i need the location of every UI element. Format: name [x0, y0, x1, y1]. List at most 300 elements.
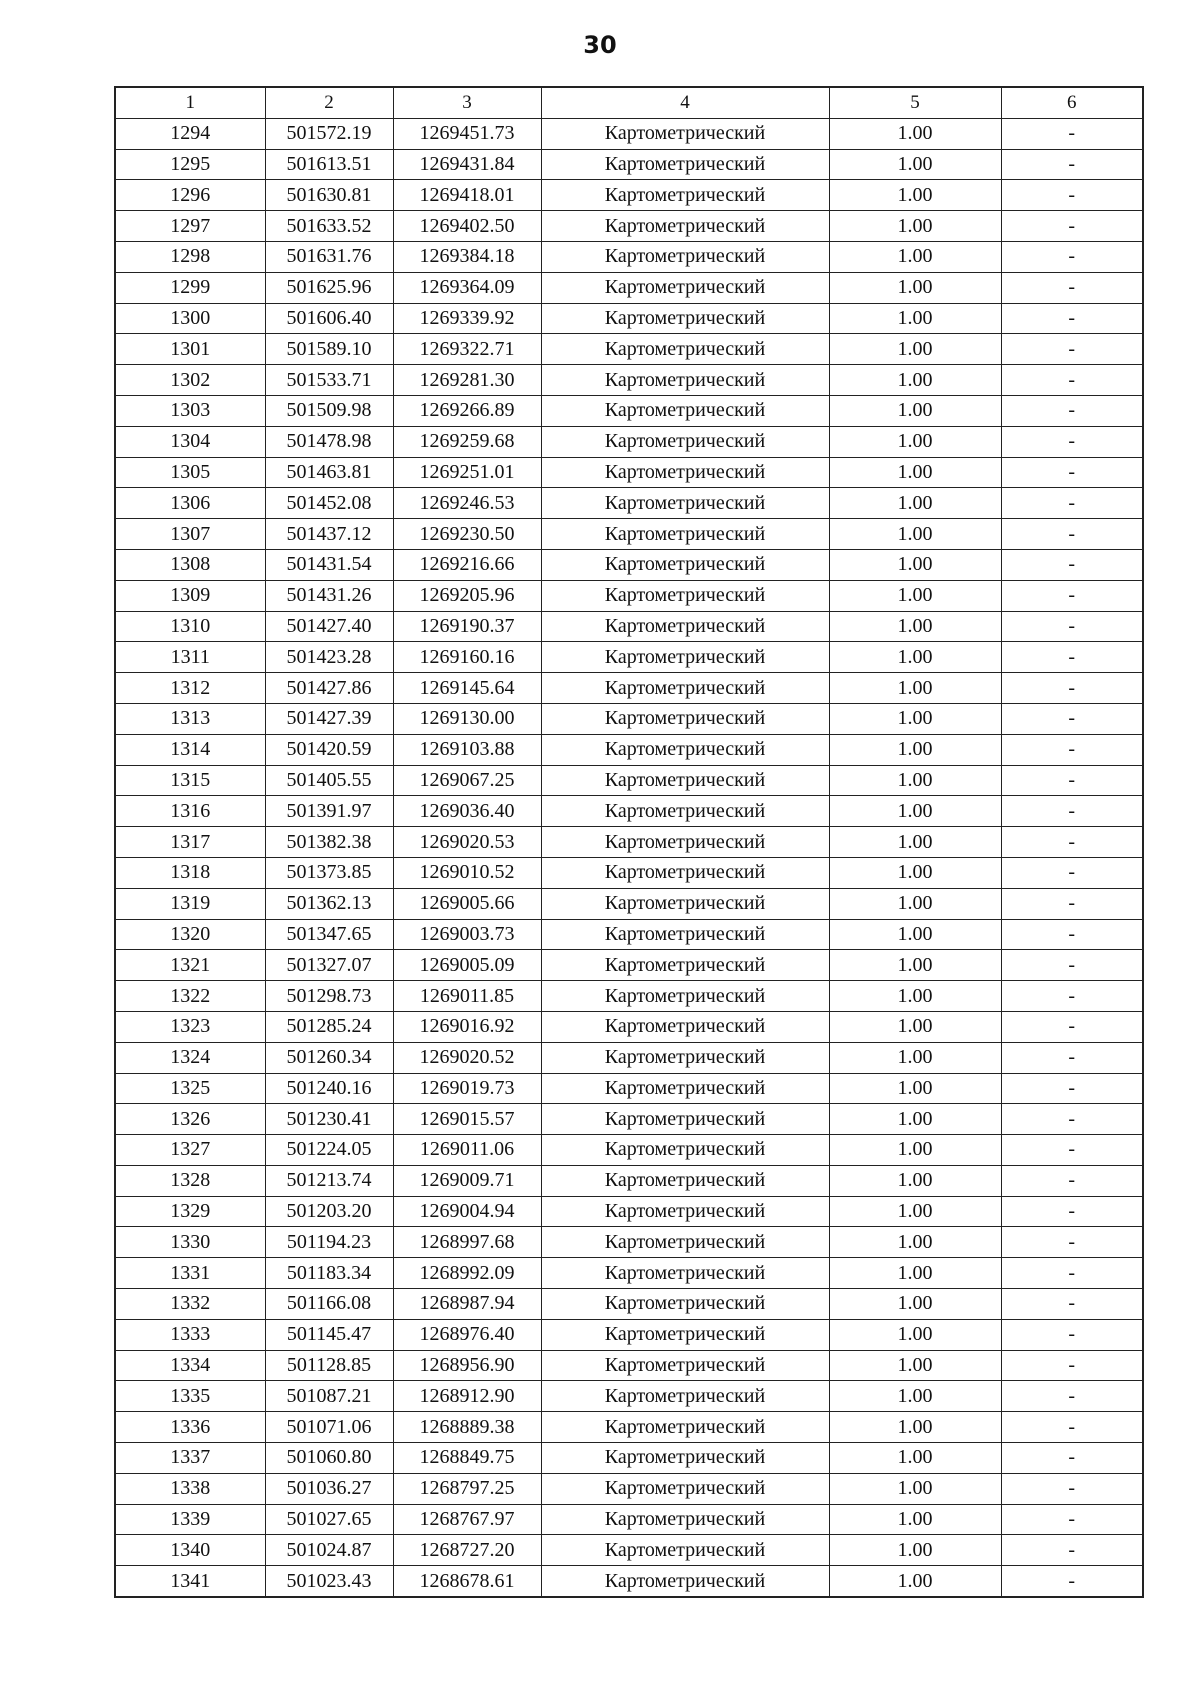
table-row: [115, 1227, 1143, 1258]
x-coordinate-cell: 501347.65: [265, 919, 393, 950]
table-row: [115, 827, 1143, 858]
accuracy-cell: 1.00: [829, 1443, 1001, 1474]
accuracy-cell: 1.00: [829, 1227, 1001, 1258]
accuracy-cell: 1.00: [829, 1165, 1001, 1196]
accuracy-cell: 1.00: [829, 1135, 1001, 1166]
description-cell: -: [1001, 611, 1143, 642]
y-coordinate-cell: 1269259.68: [393, 426, 541, 457]
y-coordinate-cell: 1268797.25: [393, 1473, 541, 1504]
point-number-cell: 1341: [115, 1566, 265, 1597]
y-coordinate-cell: 1269160.16: [393, 642, 541, 673]
description-cell: -: [1001, 272, 1143, 303]
description-cell: -: [1001, 1473, 1143, 1504]
y-coordinate-cell: 1268849.75: [393, 1443, 541, 1474]
x-coordinate-cell: 501240.16: [265, 1073, 393, 1104]
point-number-cell: 1297: [115, 211, 265, 242]
x-coordinate-cell: 501183.34: [265, 1258, 393, 1289]
description-cell: -: [1001, 1196, 1143, 1227]
table-row: [115, 1073, 1143, 1104]
column-header: 5: [829, 87, 1001, 118]
accuracy-cell: 1.00: [829, 796, 1001, 827]
method-cell: Картометрический: [541, 118, 829, 149]
table-row: [115, 796, 1143, 827]
method-cell: Картометрический: [541, 580, 829, 611]
point-number-cell: 1336: [115, 1412, 265, 1443]
table-row: [115, 395, 1143, 426]
point-number-cell: 1335: [115, 1381, 265, 1412]
point-number-cell: 1323: [115, 1011, 265, 1042]
table-row: [115, 488, 1143, 519]
y-coordinate-cell: 1269103.88: [393, 734, 541, 765]
point-number-cell: 1317: [115, 827, 265, 858]
description-cell: -: [1001, 1412, 1143, 1443]
table-row: [115, 549, 1143, 580]
table-row: [115, 457, 1143, 488]
y-coordinate-cell: 1269251.01: [393, 457, 541, 488]
accuracy-cell: 1.00: [829, 703, 1001, 734]
y-coordinate-cell: 1268727.20: [393, 1535, 541, 1566]
table-row: [115, 1104, 1143, 1135]
x-coordinate-cell: 501071.06: [265, 1412, 393, 1443]
point-number-cell: 1331: [115, 1258, 265, 1289]
description-cell: -: [1001, 426, 1143, 457]
x-coordinate-cell: 501431.26: [265, 580, 393, 611]
x-coordinate-cell: 501427.40: [265, 611, 393, 642]
accuracy-cell: 1.00: [829, 519, 1001, 550]
column-header: 1: [115, 87, 265, 118]
description-cell: -: [1001, 827, 1143, 858]
point-number-cell: 1306: [115, 488, 265, 519]
method-cell: Картометрический: [541, 549, 829, 580]
description-cell: -: [1001, 180, 1143, 211]
method-cell: Картометрический: [541, 1412, 829, 1443]
method-cell: Картометрический: [541, 765, 829, 796]
method-cell: Картометрический: [541, 457, 829, 488]
description-cell: -: [1001, 549, 1143, 580]
method-cell: Картометрический: [541, 1135, 829, 1166]
method-cell: Картометрический: [541, 703, 829, 734]
description-cell: -: [1001, 1135, 1143, 1166]
description-cell: -: [1001, 149, 1143, 180]
y-coordinate-cell: 1269402.50: [393, 211, 541, 242]
method-cell: Картометрический: [541, 334, 829, 365]
table-row: [115, 1535, 1143, 1566]
point-number-cell: 1302: [115, 365, 265, 396]
point-number-cell: 1327: [115, 1135, 265, 1166]
description-cell: -: [1001, 457, 1143, 488]
y-coordinate-cell: 1269266.89: [393, 395, 541, 426]
description-cell: -: [1001, 334, 1143, 365]
table-row: [115, 1196, 1143, 1227]
table-row: [115, 1473, 1143, 1504]
description-cell: -: [1001, 488, 1143, 519]
point-number-cell: 1296: [115, 180, 265, 211]
x-coordinate-cell: 501166.08: [265, 1289, 393, 1320]
method-cell: Картометрический: [541, 1073, 829, 1104]
y-coordinate-cell: 1269020.52: [393, 1042, 541, 1073]
y-coordinate-cell: 1269020.53: [393, 827, 541, 858]
point-number-cell: 1308: [115, 549, 265, 580]
accuracy-cell: 1.00: [829, 1473, 1001, 1504]
point-number-cell: 1314: [115, 734, 265, 765]
x-coordinate-cell: 501298.73: [265, 981, 393, 1012]
x-coordinate-cell: 501405.55: [265, 765, 393, 796]
method-cell: Картометрический: [541, 919, 829, 950]
point-number-cell: 1300: [115, 303, 265, 334]
method-cell: Картометрический: [541, 1165, 829, 1196]
description-cell: -: [1001, 1381, 1143, 1412]
description-cell: -: [1001, 642, 1143, 673]
method-cell: Картометрический: [541, 981, 829, 1012]
accuracy-cell: 1.00: [829, 1319, 1001, 1350]
description-cell: -: [1001, 1289, 1143, 1320]
table-row: [115, 149, 1143, 180]
y-coordinate-cell: 1269015.57: [393, 1104, 541, 1135]
method-cell: Картометрический: [541, 1535, 829, 1566]
table-row: [115, 334, 1143, 365]
description-cell: -: [1001, 211, 1143, 242]
accuracy-cell: 1.00: [829, 334, 1001, 365]
point-number-cell: 1338: [115, 1473, 265, 1504]
y-coordinate-cell: 1269418.01: [393, 180, 541, 211]
y-coordinate-cell: 1269230.50: [393, 519, 541, 550]
point-number-cell: 1324: [115, 1042, 265, 1073]
method-cell: Картометрический: [541, 303, 829, 334]
method-cell: Картометрический: [541, 827, 829, 858]
description-cell: -: [1001, 1319, 1143, 1350]
point-number-cell: 1313: [115, 703, 265, 734]
x-coordinate-cell: 501373.85: [265, 857, 393, 888]
y-coordinate-cell: 1269339.92: [393, 303, 541, 334]
x-coordinate-cell: 501509.98: [265, 395, 393, 426]
table-row: [115, 1350, 1143, 1381]
accuracy-cell: 1.00: [829, 395, 1001, 426]
x-coordinate-cell: 501613.51: [265, 149, 393, 180]
y-coordinate-cell: 1269364.09: [393, 272, 541, 303]
method-cell: Картометрический: [541, 857, 829, 888]
y-coordinate-cell: 1269016.92: [393, 1011, 541, 1042]
accuracy-cell: 1.00: [829, 426, 1001, 457]
table-row: [115, 1011, 1143, 1042]
table-header-row: [115, 87, 1143, 118]
table-row: [115, 365, 1143, 396]
table-row: [115, 888, 1143, 919]
y-coordinate-cell: 1268997.68: [393, 1227, 541, 1258]
x-coordinate-cell: 501128.85: [265, 1350, 393, 1381]
point-number-cell: 1315: [115, 765, 265, 796]
method-cell: Картометрический: [541, 1566, 829, 1597]
description-cell: -: [1001, 1042, 1143, 1073]
point-number-cell: 1330: [115, 1227, 265, 1258]
description-cell: -: [1001, 1227, 1143, 1258]
x-coordinate-cell: 501437.12: [265, 519, 393, 550]
point-number-cell: 1334: [115, 1350, 265, 1381]
y-coordinate-cell: 1269036.40: [393, 796, 541, 827]
table-row: [115, 919, 1143, 950]
table-body: [115, 118, 1143, 1597]
x-coordinate-cell: 501589.10: [265, 334, 393, 365]
accuracy-cell: 1.00: [829, 1381, 1001, 1412]
point-number-cell: 1298: [115, 241, 265, 272]
y-coordinate-cell: 1269205.96: [393, 580, 541, 611]
table-row: [115, 1042, 1143, 1073]
method-cell: Картометрический: [541, 950, 829, 981]
description-cell: -: [1001, 1073, 1143, 1104]
x-coordinate-cell: 501145.47: [265, 1319, 393, 1350]
table-row: [115, 1135, 1143, 1166]
table-row: [115, 642, 1143, 673]
method-cell: Картометрический: [541, 488, 829, 519]
accuracy-cell: 1.00: [829, 734, 1001, 765]
point-number-cell: 1295: [115, 149, 265, 180]
x-coordinate-cell: 501423.28: [265, 642, 393, 673]
description-cell: -: [1001, 1165, 1143, 1196]
description-cell: -: [1001, 1258, 1143, 1289]
x-coordinate-cell: 501478.98: [265, 426, 393, 457]
y-coordinate-cell: 1269130.00: [393, 703, 541, 734]
table-row: [115, 981, 1143, 1012]
method-cell: Картометрический: [541, 241, 829, 272]
table-row: [115, 857, 1143, 888]
y-coordinate-cell: 1269010.52: [393, 857, 541, 888]
method-cell: Картометрический: [541, 673, 829, 704]
method-cell: Картометрический: [541, 888, 829, 919]
x-coordinate-cell: 501452.08: [265, 488, 393, 519]
method-cell: Картометрический: [541, 734, 829, 765]
accuracy-cell: 1.00: [829, 642, 1001, 673]
x-coordinate-cell: 501023.43: [265, 1566, 393, 1597]
y-coordinate-cell: 1268976.40: [393, 1319, 541, 1350]
x-coordinate-cell: 501194.23: [265, 1227, 393, 1258]
method-cell: Картометрический: [541, 519, 829, 550]
point-number-cell: 1301: [115, 334, 265, 365]
table-row: [115, 1258, 1143, 1289]
table-row: [115, 1443, 1143, 1474]
table-row: [115, 118, 1143, 149]
accuracy-cell: 1.00: [829, 1196, 1001, 1227]
x-coordinate-cell: 501572.19: [265, 118, 393, 149]
table-row: [115, 241, 1143, 272]
method-cell: Картометрический: [541, 1042, 829, 1073]
table-row: [115, 1319, 1143, 1350]
x-coordinate-cell: 501213.74: [265, 1165, 393, 1196]
accuracy-cell: 1.00: [829, 857, 1001, 888]
y-coordinate-cell: 1268912.90: [393, 1381, 541, 1412]
method-cell: Картометрический: [541, 272, 829, 303]
table-row: [115, 734, 1143, 765]
method-cell: Картометрический: [541, 365, 829, 396]
accuracy-cell: 1.00: [829, 365, 1001, 396]
x-coordinate-cell: 501362.13: [265, 888, 393, 919]
description-cell: -: [1001, 395, 1143, 426]
accuracy-cell: 1.00: [829, 549, 1001, 580]
table-row: [115, 426, 1143, 457]
point-number-cell: 1316: [115, 796, 265, 827]
x-coordinate-cell: 501024.87: [265, 1535, 393, 1566]
x-coordinate-cell: 501285.24: [265, 1011, 393, 1042]
accuracy-cell: 1.00: [829, 1258, 1001, 1289]
y-coordinate-cell: 1269004.94: [393, 1196, 541, 1227]
description-cell: -: [1001, 981, 1143, 1012]
point-number-cell: 1304: [115, 426, 265, 457]
x-coordinate-cell: 501036.27: [265, 1473, 393, 1504]
method-cell: Картометрический: [541, 395, 829, 426]
x-coordinate-cell: 501631.76: [265, 241, 393, 272]
x-coordinate-cell: 501420.59: [265, 734, 393, 765]
table-row: [115, 211, 1143, 242]
point-number-cell: 1299: [115, 272, 265, 303]
x-coordinate-cell: 501427.86: [265, 673, 393, 704]
method-cell: Картометрический: [541, 180, 829, 211]
method-cell: Картометрический: [541, 1258, 829, 1289]
table-row: [115, 765, 1143, 796]
accuracy-cell: 1.00: [829, 888, 1001, 919]
point-number-cell: 1337: [115, 1443, 265, 1474]
description-cell: -: [1001, 888, 1143, 919]
accuracy-cell: 1.00: [829, 611, 1001, 642]
accuracy-cell: 1.00: [829, 919, 1001, 950]
coordinates-table: [114, 86, 1144, 1598]
description-cell: -: [1001, 1566, 1143, 1597]
accuracy-cell: 1.00: [829, 765, 1001, 796]
accuracy-cell: 1.00: [829, 211, 1001, 242]
description-cell: -: [1001, 1011, 1143, 1042]
table-row: [115, 1381, 1143, 1412]
point-number-cell: 1294: [115, 118, 265, 149]
y-coordinate-cell: 1269384.18: [393, 241, 541, 272]
point-number-cell: 1309: [115, 580, 265, 611]
description-cell: -: [1001, 1535, 1143, 1566]
x-coordinate-cell: 501633.52: [265, 211, 393, 242]
x-coordinate-cell: 501203.20: [265, 1196, 393, 1227]
description-cell: -: [1001, 703, 1143, 734]
point-number-cell: 1339: [115, 1504, 265, 1535]
accuracy-cell: 1.00: [829, 950, 1001, 981]
method-cell: Картометрический: [541, 1350, 829, 1381]
point-number-cell: 1329: [115, 1196, 265, 1227]
column-header: 2: [265, 87, 393, 118]
description-cell: -: [1001, 365, 1143, 396]
method-cell: Картометрический: [541, 1227, 829, 1258]
method-cell: Картометрический: [541, 1196, 829, 1227]
table-row: [115, 611, 1143, 642]
x-coordinate-cell: 501427.39: [265, 703, 393, 734]
accuracy-cell: 1.00: [829, 118, 1001, 149]
y-coordinate-cell: 1268678.61: [393, 1566, 541, 1597]
accuracy-cell: 1.00: [829, 1412, 1001, 1443]
y-coordinate-cell: 1269281.30: [393, 365, 541, 396]
table-row: [115, 519, 1143, 550]
table-row: [115, 180, 1143, 211]
accuracy-cell: 1.00: [829, 1104, 1001, 1135]
x-coordinate-cell: 501606.40: [265, 303, 393, 334]
table-row: [115, 703, 1143, 734]
point-number-cell: 1332: [115, 1289, 265, 1320]
y-coordinate-cell: 1268889.38: [393, 1412, 541, 1443]
y-coordinate-cell: 1269246.53: [393, 488, 541, 519]
method-cell: Картометрический: [541, 1319, 829, 1350]
point-number-cell: 1319: [115, 888, 265, 919]
description-cell: -: [1001, 519, 1143, 550]
x-coordinate-cell: 501431.54: [265, 549, 393, 580]
table-row: [115, 272, 1143, 303]
accuracy-cell: 1.00: [829, 180, 1001, 211]
accuracy-cell: 1.00: [829, 1350, 1001, 1381]
method-cell: Картометрический: [541, 1473, 829, 1504]
description-cell: -: [1001, 765, 1143, 796]
y-coordinate-cell: 1269216.66: [393, 549, 541, 580]
method-cell: Картометрический: [541, 1289, 829, 1320]
description-cell: -: [1001, 1104, 1143, 1135]
y-coordinate-cell: 1269431.84: [393, 149, 541, 180]
x-coordinate-cell: 501533.71: [265, 365, 393, 396]
accuracy-cell: 1.00: [829, 303, 1001, 334]
method-cell: Картометрический: [541, 211, 829, 242]
column-header: 6: [1001, 87, 1143, 118]
x-coordinate-cell: 501391.97: [265, 796, 393, 827]
description-cell: -: [1001, 919, 1143, 950]
description-cell: -: [1001, 950, 1143, 981]
method-cell: Картометрический: [541, 1011, 829, 1042]
y-coordinate-cell: 1269005.66: [393, 888, 541, 919]
x-coordinate-cell: 501327.07: [265, 950, 393, 981]
method-cell: Картометрический: [541, 1104, 829, 1135]
method-cell: Картометрический: [541, 611, 829, 642]
accuracy-cell: 1.00: [829, 673, 1001, 704]
x-coordinate-cell: 501060.80: [265, 1443, 393, 1474]
accuracy-cell: 1.00: [829, 981, 1001, 1012]
y-coordinate-cell: 1269190.37: [393, 611, 541, 642]
column-header: 4: [541, 87, 829, 118]
x-coordinate-cell: 501630.81: [265, 180, 393, 211]
accuracy-cell: 1.00: [829, 1042, 1001, 1073]
table-row: [115, 673, 1143, 704]
y-coordinate-cell: 1269009.71: [393, 1165, 541, 1196]
x-coordinate-cell: 501087.21: [265, 1381, 393, 1412]
description-cell: -: [1001, 118, 1143, 149]
method-cell: Картометрический: [541, 1381, 829, 1412]
y-coordinate-cell: 1269005.09: [393, 950, 541, 981]
y-coordinate-cell: 1268992.09: [393, 1258, 541, 1289]
point-number-cell: 1318: [115, 857, 265, 888]
y-coordinate-cell: 1269019.73: [393, 1073, 541, 1104]
point-number-cell: 1320: [115, 919, 265, 950]
method-cell: Картометрический: [541, 426, 829, 457]
page-number: 30: [583, 31, 617, 59]
accuracy-cell: 1.00: [829, 488, 1001, 519]
table-row: [115, 950, 1143, 981]
accuracy-cell: 1.00: [829, 457, 1001, 488]
accuracy-cell: 1.00: [829, 1504, 1001, 1535]
x-coordinate-cell: 501027.65: [265, 1504, 393, 1535]
point-number-cell: 1325: [115, 1073, 265, 1104]
point-number-cell: 1321: [115, 950, 265, 981]
description-cell: -: [1001, 303, 1143, 334]
x-coordinate-cell: 501260.34: [265, 1042, 393, 1073]
accuracy-cell: 1.00: [829, 1011, 1001, 1042]
accuracy-cell: 1.00: [829, 580, 1001, 611]
table-row: [115, 1289, 1143, 1320]
description-cell: -: [1001, 1350, 1143, 1381]
method-cell: Картометрический: [541, 642, 829, 673]
y-coordinate-cell: 1269003.73: [393, 919, 541, 950]
method-cell: Картометрический: [541, 1504, 829, 1535]
point-number-cell: 1310: [115, 611, 265, 642]
description-cell: -: [1001, 857, 1143, 888]
y-coordinate-cell: 1268956.90: [393, 1350, 541, 1381]
point-number-cell: 1326: [115, 1104, 265, 1135]
accuracy-cell: 1.00: [829, 241, 1001, 272]
